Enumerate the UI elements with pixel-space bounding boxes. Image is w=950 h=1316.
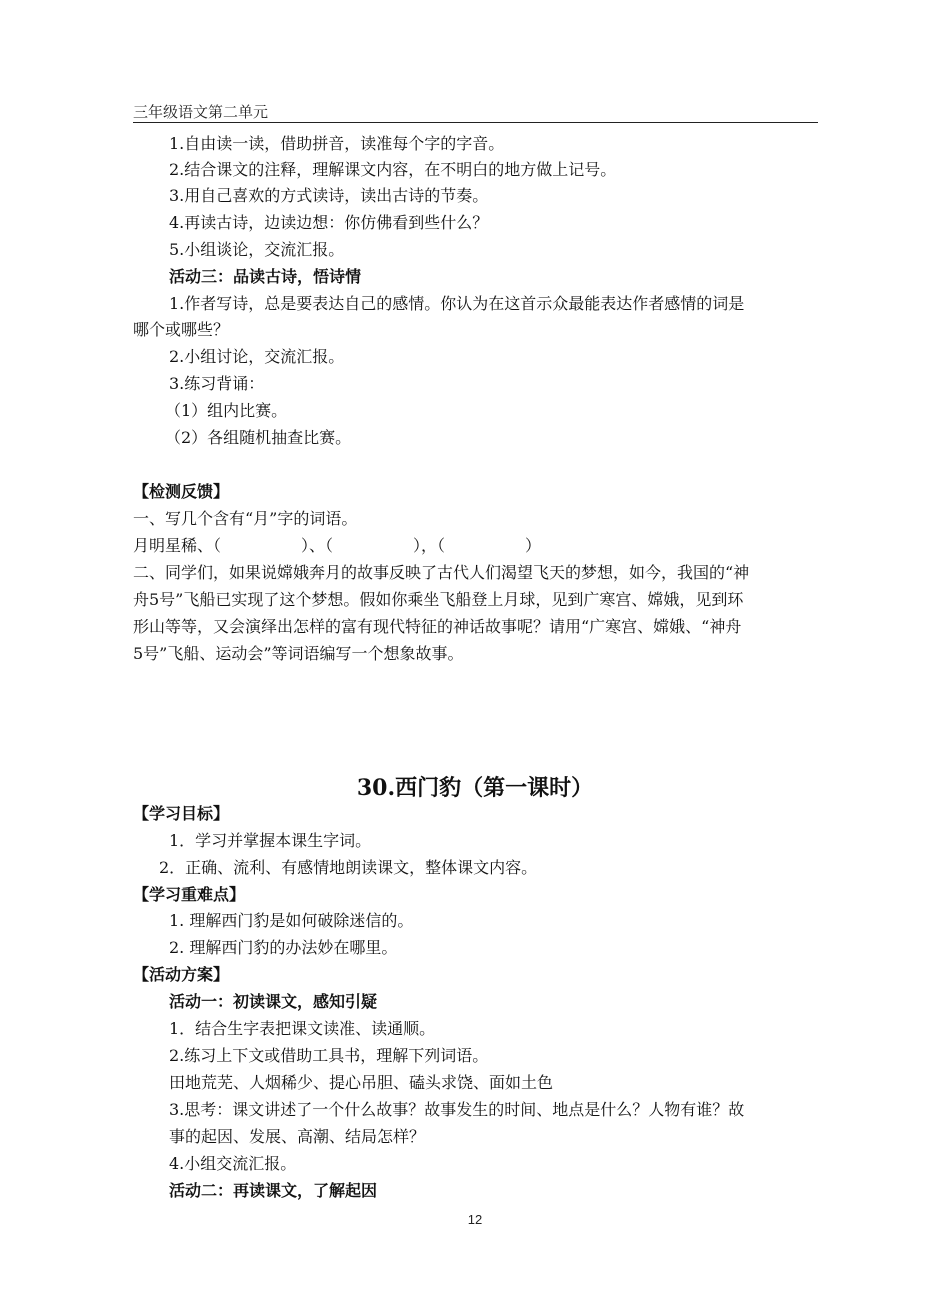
feedback-question-2-line2: 舟5号”飞船已实现了这个梦想。假如你乘坐飞船登上月球，见到广寒宫、嫦娥，见到环 <box>133 590 744 609</box>
feedback-question-2-line1: 二、同学们，如果说嫦娥奔月的故事反映了古代人们渴望飞天的梦想，如今，我国的“神 <box>133 563 750 582</box>
header-divider <box>133 122 818 123</box>
activity3-question-3: 3.练习背诵： <box>169 374 265 393</box>
activity3-question-1-line2: 哪个或哪些？ <box>133 320 230 339</box>
activity3-question-3b: （2）各组随机抽查比赛。 <box>165 428 352 447</box>
goal-2: 2．正确、流利、有感情地朗读课文，整体课文内容。 <box>159 858 538 877</box>
activity3-question-1-line1: 1.作者写诗，总是要表达自己的感情。你认为在这首示众最能表达作者感情的词是 <box>169 294 745 313</box>
key-points-heading: 【学习重难点】 <box>133 885 246 904</box>
feedback-fill-blanks <box>133 535 823 557</box>
fill-blank-sep-2: ），（ <box>413 536 446 555</box>
goals-heading: 【学习目标】 <box>133 804 230 823</box>
plan-heading: 【活动方案】 <box>133 965 230 984</box>
fill-blank-sep-1: ）、（ <box>301 536 334 555</box>
activity1-word-list: 田地荒芜、人烟稀少、提心吊胆、磕头求饶、面如土色 <box>169 1073 554 1092</box>
activity3-question-2: 2.小组讨论，交流汇报。 <box>169 347 345 366</box>
lesson-title: 30.西门豹（第一课时） <box>356 775 594 801</box>
step-5: 5.小组谈论，交流汇报。 <box>169 240 345 259</box>
step-3: 3.用自己喜欢的方式读诗，读出古诗的节奏。 <box>169 186 489 205</box>
feedback-question-2-line4: 5号”飞船、运动会”等词语编写一个想象故事。 <box>133 644 464 663</box>
activity1-step-3-line1: 3.思考：课文讲述了一个什么故事？故事发生的时间、地点是什么？人物有谁？故 <box>169 1100 745 1119</box>
page-header: 三年级语文第二单元 <box>133 103 269 121</box>
page-number: 12 <box>467 1212 483 1227</box>
fill-blank-end: ） <box>525 536 542 555</box>
feedback-question-1: 一、写几个含有“月”字的词语。 <box>133 509 358 528</box>
activity1-step-2: 2.练习上下文或借助工具书，理解下列词语。 <box>169 1046 489 1065</box>
activity3-heading: 活动三：品读古诗，悟诗情 <box>169 267 362 286</box>
fill-blank-start: 月明星稀、（ <box>133 536 222 555</box>
goal-1: 1．学习并掌握本课生字词。 <box>169 831 372 850</box>
feedback-question-2-line3: 形山等等，又会演绎出怎样的富有现代特征的神话故事呢？请用“广寒宫、嫦娥、“神舟 <box>133 617 742 636</box>
feedback-heading: 【检测反馈】 <box>133 482 230 501</box>
activity1-heading: 活动一：初读课文，感知引疑 <box>169 992 378 1011</box>
activity3-question-3a: （1）组内比赛。 <box>165 401 288 420</box>
step-1: 1.自由读一读，借助拼音，读准每个字的字音。 <box>169 134 505 153</box>
step-4: 4.再读古诗，边读边想：你仿佛看到些什么？ <box>169 213 489 232</box>
activity1-step-3-line2: 事的起因、发展、高潮、结局怎样？ <box>169 1127 426 1146</box>
activity1-step-4: 4.小组交流汇报。 <box>169 1154 297 1173</box>
step-2: 2.结合课文的注释，理解课文内容，在不明白的地方做上记号。 <box>169 160 617 179</box>
key-point-1: 1. 理解西门豹是如何破除迷信的。 <box>169 911 414 930</box>
activity1-step-1: 1．结合生字表把课文读准、读通顺。 <box>169 1019 436 1038</box>
key-point-2: 2. 理解西门豹的办法妙在哪里。 <box>169 938 398 957</box>
activity2-heading: 活动二：再读课文，了解起因 <box>169 1181 378 1200</box>
